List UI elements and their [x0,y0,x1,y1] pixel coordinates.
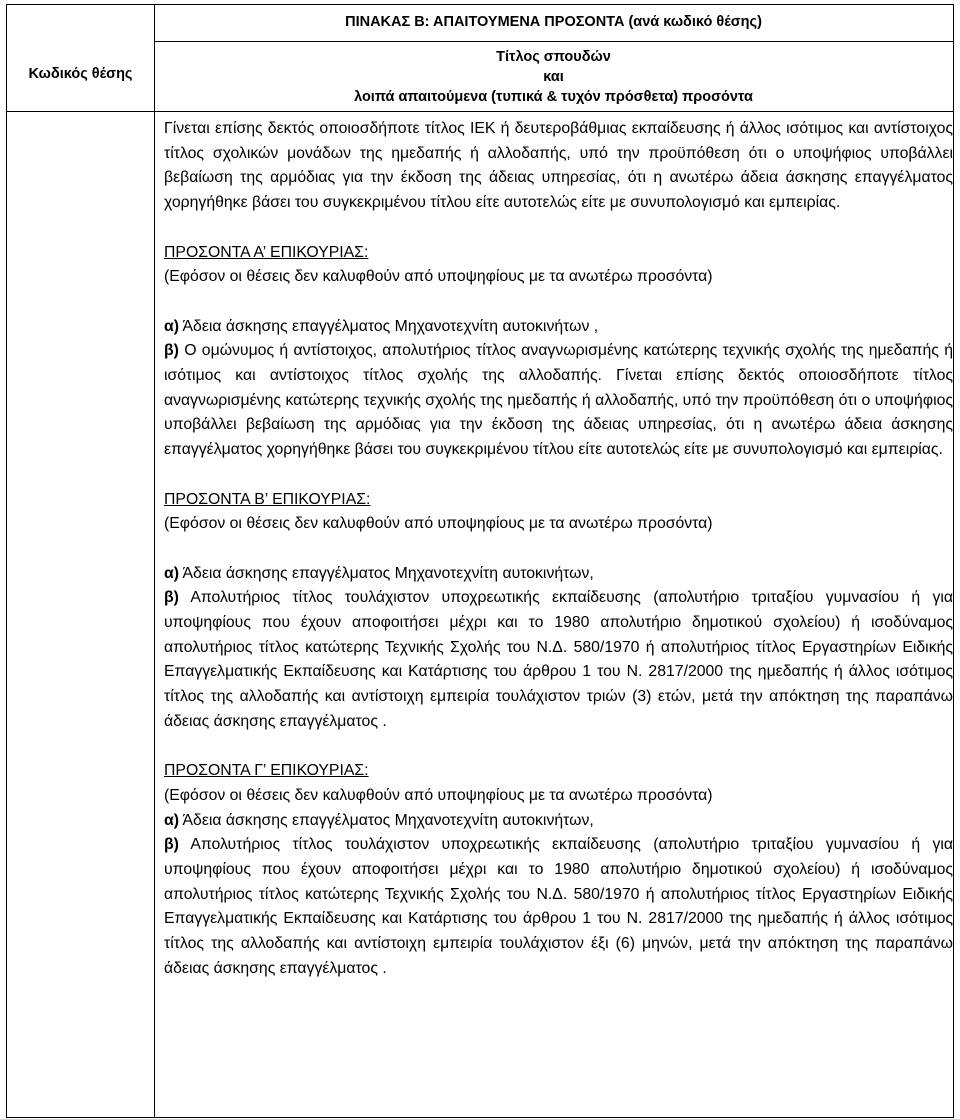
code-column-header: Κωδικός θέσης [28,66,133,82]
section-c-item-b [164,833,953,981]
item-marker: β) [164,589,179,607]
requirements-table [6,4,954,1118]
qualifications-text [164,117,953,982]
item-text: Άδεια άσκησης επαγγέλματος Μηχανοτεχνίτη αυτοκινήτων , [182,317,599,335]
section-c-item-a [164,809,953,834]
item-text: Ο ομώνυμος ή αντίστοιχος, απολυτήριος τίτλος αναγνωρισμένης κατώτερης τεχνικής σχολής της ημεδαπής ή ισότιμος και αντίστοιχος τίτλος σχολής της αλλοδαπής. Γίνεται επίσης δεκτός οποιοσδήποτε τίτλος αναγνωρισμένης κατώτερης τεχνικής σχολής της ημεδαπής ή αλλοδαπής, υπό την προϋπόθεση ότι ο υποψήφιος υποβάλλει βεβαίωση της αρμόδιας για την έκδοση της άδειας υπηρεσίας, ότι η ανωτέρω άδεια άσκησης επαγγέλματος χορηγήθηκε βάσει του συγκεκριμένου τίτλου είτε αυτοτελώς είτε με συνυπολογισμό και εμπειρίας. [164,342,954,459]
item-marker: α) [164,317,179,335]
item-marker: β) [164,342,179,360]
qualifications-header-line2: και [543,69,564,85]
section-b-item-b [164,586,953,734]
section-a-item-b [164,339,953,463]
section-a-item-a [164,315,953,340]
section-b-note: (Εφόσον οι θέσεις δεν καλυφθούν από υποψηφίους με τα ανωτέρω προσόντα) [164,515,713,533]
item-text: Άδεια άσκησης επαγγέλματος Μηχανοτεχνίτη αυτοκινήτων, [182,811,594,829]
qualifications-column-header [154,47,953,107]
section-a-note: (Εφόσον οι θέσεις δεν καλυφθούν από υποψηφίους με τα ανωτέρω προσόντα) [164,268,713,286]
column-divider [154,5,155,1117]
table-title: ΠΙΝΑΚΑΣ Β: ΑΠΑΙΤΟΥΜΕΝΑ ΠΡΟΣΟΝΤΑ (ανά κωδικό θέσης) [345,14,762,30]
section-c-note: (Εφόσον οι θέσεις δεν καλυφθούν από υποψηφίους με τα ανωτέρω προσόντα) [164,786,713,804]
title-divider [154,41,953,42]
qualifications-header-line3: λοιπά απαιτούμενα (τυπικά & τυχόν πρόσθετα) προσόντα [354,89,753,105]
item-marker: β) [164,836,179,854]
section-b-title: ΠΡΟΣΟΝΤΑ Β’ ΕΠΙΚΟΥΡΙΑΣ: [164,490,371,508]
item-marker: α) [164,564,179,582]
item-marker: α) [164,811,179,829]
qualifications-header-line1: Τίτλος σπουδών [496,49,611,65]
item-text: Απολυτήριος τίτλος τουλάχιστον υποχρεωτικής εκπαίδευσης (απολυτήριο τριταξίου γυμνασίου ή για υποψηφίους που έχουν αποφοιτήσει μέχρι και το 1980 απολυτήριο δημοτικού σχολείου) ή ισοδύναμος απολυτήριος τίτλος κατώτερης Τεχνικής Σχολής του Ν.Δ. 580/1970 ή απολυτήριος τίτλος Εργαστηρίων Ειδικής Επαγγελματικής Εκπαίδευσης και Κατάρτισης του άρθρου 1 του Ν. 2817/2000 της ημεδαπής ή άλλος ισότιμος τίτλος της αλλοδαπής και αντίστοιχη εμπειρία τουλάχιστον τριών (3) ετών, μετά την απόκτηση της παραπάνω άδειας άσκησης επαγγέλματος . [164,589,953,730]
item-text: Απολυτήριος τίτλος τουλάχιστον υποχρεωτικής εκπαίδευσης (απολυτήριο τριταξίου γυμνασίου ή για υποψηφίους που έχουν αποφοιτήσει μέχρι και το 1980 απολυτήριο δημοτικού σχολείου) ή ισοδύναμος απολυτήριος τίτλος κατώτερης Τεχνικής Σχολής του Ν.Δ. 580/1970 ή απολυτήριος τίτλος Εργαστηρίων Ειδικής Επαγγελματικής Εκπαίδευσης και Κατάρτισης του άρθρου 1 του Ν. 2817/2000 της ημεδαπής ή άλλος ισότιμος τίτλος της αλλοδαπής και αντίστοιχη εμπειρία τουλάχιστον έξι (6) μηνών, μετά την απόκτηση της παραπάνω άδειας άσκησης επαγγέλματος . [164,836,953,977]
header-divider [7,111,953,112]
section-c-title: ΠΡΟΣΟΝΤΑ Γ’ ΕΠΙΚΟΥΡΙΑΣ: [164,762,369,780]
section-a-title: ΠΡΟΣΟΝΤΑ Α’ ΕΠΙΚΟΥΡΙΑΣ: [164,243,369,261]
item-text: Άδεια άσκησης επαγγέλματος Μηχανοτεχνίτη αυτοκινήτων, [182,564,594,582]
section-b-item-a [164,562,953,587]
intro-paragraph: Γίνεται επίσης δεκτός οποιοσδήποτε τίτλος ΙΕΚ ή δευτεροβάθμιας εκπαίδευσης ή άλλος ισότιμος και αντίστοιχος τίτλος σχολικών μονάδων της ημεδαπής ή αλλοδαπής, υπό την προϋπόθεση ότι ο υποψήφιος υποβάλλει βεβαίωση της αρμόδιας για την έκδοση της άδειας υπηρεσίας, ότι η ανωτέρω άδεια άσκησης επαγγέλματος χορηγήθηκε βάσει του συγκεκριμένου τίτλου είτε αυτοτελώς είτε με συνυπολογισμό και εμπειρίας. [164,120,953,212]
